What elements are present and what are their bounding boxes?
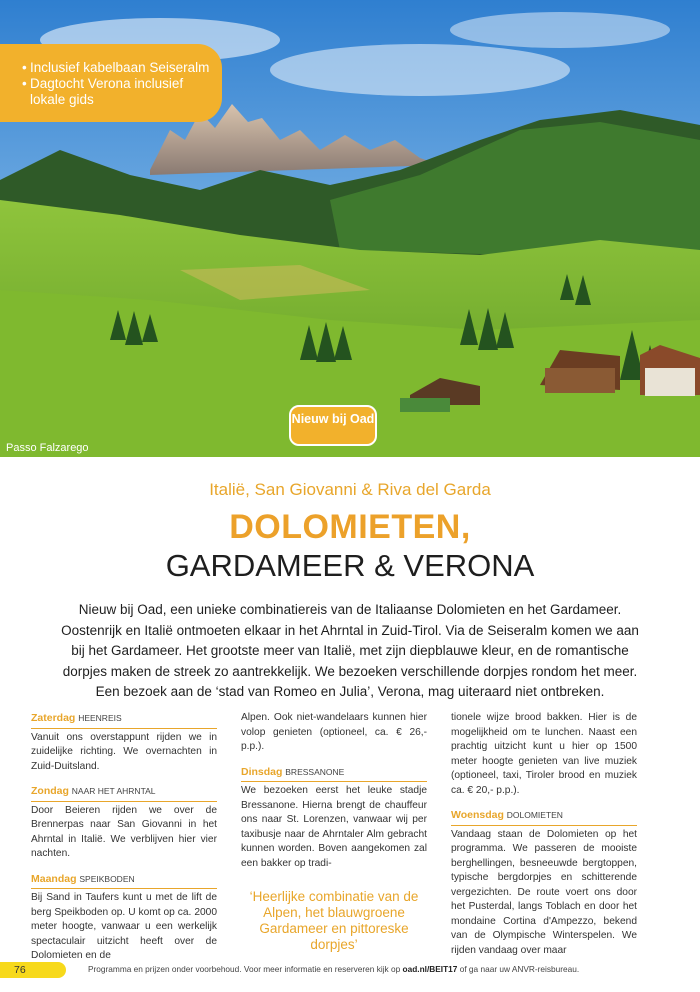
day-text: Vanuit ons overstappunt rijden we in zuidelijke richting. We overnachten in Zuid-Duitsland. — [31, 731, 217, 772]
day-name: Maandag — [31, 872, 77, 885]
itinerary-column-3 — [451, 711, 637, 958]
continued-text: Alpen. Ook niet-wandelaars kunnen hier volop genieten (optioneel, ca. € 26,- p.p.). — [241, 712, 427, 752]
highlights-callout — [0, 44, 222, 122]
title-primary: DOLOMIETEN, — [229, 508, 471, 546]
day-place: DOLOMIETEN — [506, 810, 563, 820]
hero-photo — [0, 0, 700, 457]
day-place: SPEIKBODEN — [79, 873, 135, 884]
day-text: Vandaag staan de Dolomieten op het programma. We passeren de mooiste berghellingen, besneeuwde bergtoppen, typische bergdorpjes en schitterende vergezichten. De route voert ons door het Pusterdal, langs Toblach en door het mondaine Cortina d'Ampezzo, bekend van de Olympische Winterspelen. We rijden vandaag over maar — [451, 828, 637, 956]
day-name: Dinsdag — [241, 765, 283, 778]
itinerary-column-2 — [241, 711, 427, 953]
itinerary-column-1 — [31, 711, 217, 964]
day-place: HEENREIS — [78, 713, 122, 723]
callout-item: • Dagtocht Verona inclusief lokale gids — [30, 76, 212, 108]
day-name: Woensdag — [451, 809, 504, 821]
day-entry — [241, 765, 427, 872]
page-footer — [0, 962, 700, 980]
footer-link[interactable]: oad.nl/BEIT17 — [402, 964, 458, 974]
day-text: Bij Sand in Taufers kunt u met de lift de berg Speikboden op. U komt op ca. 2000 meter hoogte, vanwaar u een werkelijk spectaculair uitzicht heeft over de Dolomieten en de — [31, 892, 217, 961]
callout-item: • Inclusief kabelbaan Seiseralm — [30, 60, 212, 76]
day-text: Door Beieren rijden we over de Brennerpas naar San Giovanni in het Ahrntal in Italië. We verblijven hier vier nachten. — [31, 804, 217, 859]
pull-quote: ‘Heerlijke combinatie van de Alpen, het blauwgroene Gardameer en pittoreske dorpjes’ — [249, 889, 419, 952]
footer-note: Programma en prijzen onder voorbehoud. Voor meer informatie en reserveren kijk op oad.nl/BEIT17 of ga naar uw ANVR-reisbureau. — [88, 964, 580, 974]
destination-subtitle: Italië, San Giovanni & Riva del Garda — [209, 480, 491, 499]
day-place: BRESSANONE — [285, 766, 345, 777]
day-text: We bezoeken eerst het leuke stadje Bressanone. Hierna brengt de chauffeur ons naar St. Lorenzen, vanwaar wij per taxibusje naar de Ahrntaler Alm gebracht kunnen worden. Boven aangekomen zal een bakker op tradi- — [241, 785, 427, 869]
day-entry — [31, 784, 217, 862]
day-entry — [31, 872, 217, 964]
intro-paragraph: Nieuw bij Oad, een unieke combinatiereis van de Italiaanse Dolomieten en het Gardameer. Oostenrijk en Italië ontmoeten elkaar in het Ahrntal in Zuid-Tirol. Via de Seiseralm komen we aan bij het Gardameer. Het grootste meer van Italië, met zijn diepblauwe kleur, en de romantische dorpjes maken de streek zo aantrekkelijk. We bezoeken verschillende dorpjes rondom het meer. Een bezoek aan de ‘stad van Romeo en Julia’, Verona, mag uiteraard niet ontbreken. — [61, 602, 639, 699]
new-badge: Nieuw bij Oad — [289, 405, 377, 446]
page-number: 76 — [0, 962, 66, 978]
title-secondary: GARDAMEER & VERONA — [165, 548, 535, 583]
day-entry — [31, 711, 217, 774]
day-place: NAAR HET AHRNTAL — [71, 786, 156, 796]
continued-text: tionele wijze brood bakken. Hier is de mogelijkheid om te lunchen. Naast een prachtig uitzicht kunt u hier op 1500 meter hoogte genieten van live muziek (optioneel, taxi, Tiroler brood en muziek ca. € 20,- p.p.). — [451, 712, 637, 796]
photo-caption: Passo Falzarego — [6, 442, 89, 454]
day-entry — [451, 808, 637, 958]
day-name: Zaterdag — [31, 712, 76, 724]
day-name: Zondag — [31, 785, 69, 797]
